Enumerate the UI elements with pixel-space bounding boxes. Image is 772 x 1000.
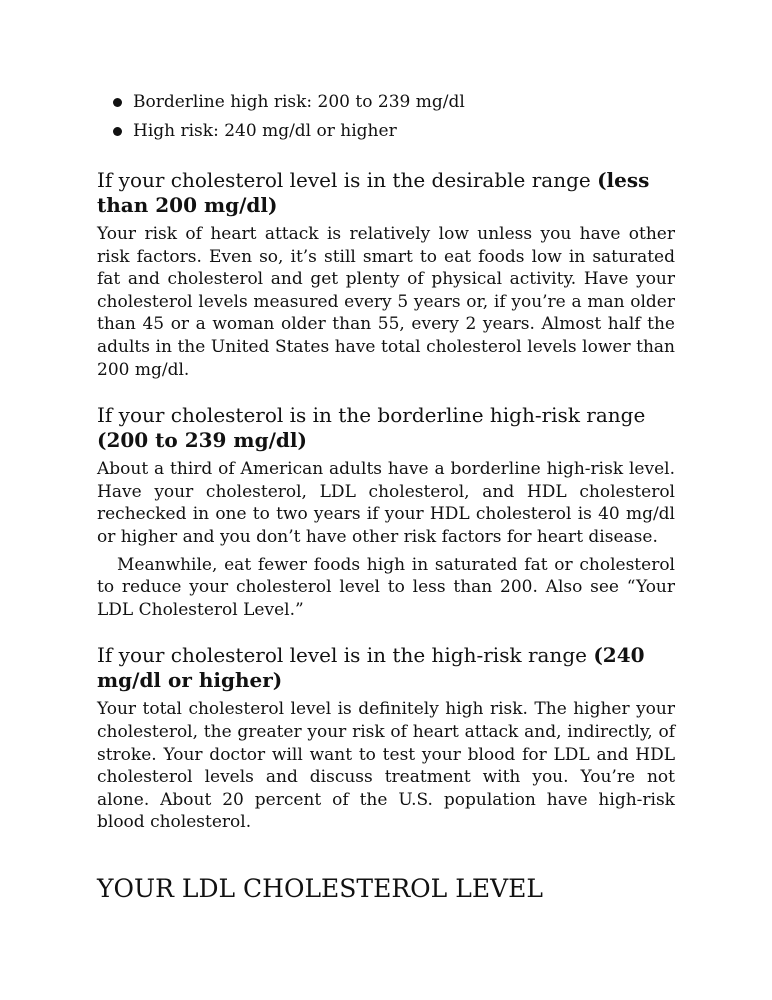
document-page (97, 88, 675, 904)
list-item-text: Borderline high risk: 200 to 239 mg/dl (133, 92, 465, 112)
heading-range: (240 mg/dl or higher) (97, 643, 645, 693)
section-borderline-range (97, 403, 675, 621)
section-paragraph: Your total cholesterol level is definitely high risk. The higher your cholesterol, the greater your risk of heart attack and, indirectly, of stroke. Your doctor will want to test your blood for LDL and HDL cholesterol levels and discuss treatment with you. You’re not alone. About 20 percent of the U.S. population have high-risk blood cholesterol. (97, 699, 675, 833)
risk-level-list (97, 88, 675, 146)
bullet-icon (113, 98, 122, 107)
section-heading (97, 643, 675, 693)
section-heading (97, 168, 675, 218)
heading-range: (200 to 239 mg/dl) (97, 428, 307, 453)
heading-text: If your cholesterol is in the borderline high-risk range (97, 403, 646, 428)
section-heading (97, 403, 675, 453)
section-high-risk-range (97, 643, 675, 834)
list-item (113, 117, 675, 146)
heading-text: If your cholesterol level is in the high-risk range (97, 643, 594, 668)
chapter-heading: YOUR LDL CHOLESTEROL LEVEL (97, 873, 543, 903)
bullet-icon (113, 127, 122, 136)
list-item (113, 88, 675, 117)
section-paragraph: Your risk of heart attack is relatively low unless you have other risk factors. Even so, it’s still smart to eat foods low in saturated fat and cholesterol and get plenty of physical activity. Have your cholesterol levels measured every 5 years or, if you’re a man older than 45 or a woman older than 55, every 2 years. Almost half the adults in the United States have total cholesterol levels lower than 200 mg/dl. (97, 224, 675, 380)
section-desirable-range (97, 168, 675, 381)
heading-text: If your cholesterol level is in the desirable range (97, 168, 598, 192)
heading-range: (less than 200 mg/dl) (97, 168, 650, 217)
list-item-text: High risk: 240 mg/dl or higher (133, 121, 397, 141)
section-paragraph: Meanwhile, eat fewer foods high in saturated fat or cholesterol to reduce your cholesterol level to less than 200. Also see “Your LDL Cholesterol Level.” (97, 554, 675, 620)
section-paragraph: About a third of American adults have a borderline high-risk level. Have your cholesterol, LDL cholesterol, and HDL cholesterol rechecked in one to two years if your HDL cholesterol is 40 mg/dl or higher and you don’t have other risk factors for heart disease. (97, 459, 675, 547)
